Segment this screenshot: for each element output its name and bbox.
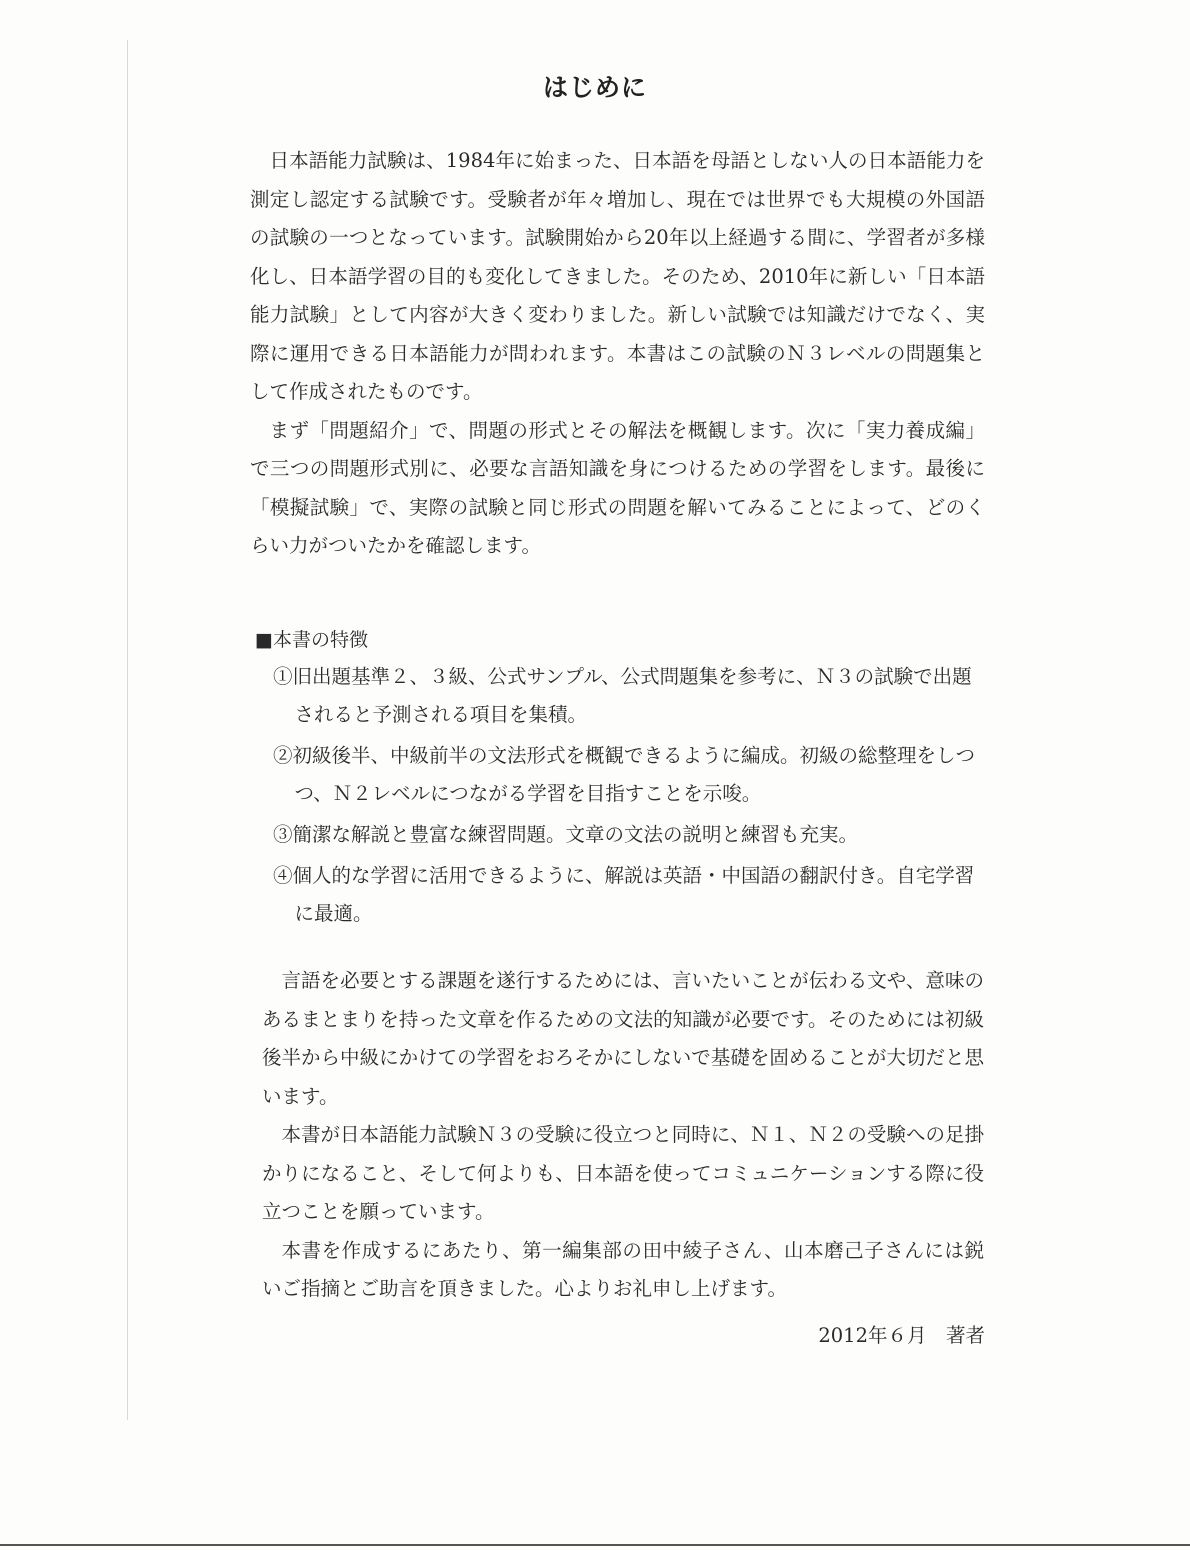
feature-item: ④個人的な学習に活用できるように、解説は英語・中国語の翻訳付き。自宅学習に最適。: [273, 864, 975, 925]
scan-margin-line: [127, 40, 128, 1420]
closing-paragraph: 本書を作成するにあたり、第一編集部の田中綾子さん、山本磨己子さんには鋭いご指摘とご助言を頂きました。心よりお礼申し上げます。: [262, 1238, 984, 1300]
intro-paragraph: 日本語能力試験は、1984年に始まった、日本語を母語としない人の日本語能力を測定し認定する試験です。受験者が年々増加し、現在では世界でも大規模の外国語の試験の一つとなっています。試験開始から20年以上経過する間に、学習者が多様化し、日本語学習の目的も変化してきました。そのため、2010年に新しい「日本語能力試験」として内容が大きく変わりました。新しい試験では知識だけでなく、実際に運用できる日本語能力が問われます。本書はこの試験のＮ３レベルの問題集として作成されたものです。: [250, 149, 985, 403]
scan-bottom-edge: [0, 1544, 1190, 1546]
closing-section: [262, 962, 984, 1309]
intro-section: [250, 142, 985, 566]
intro-paragraph: まず「問題紹介」で、問題の形式とその解法を概観します。次に「実力養成編」で三つの問題形式別に、必要な言語知識を身につけるための学習をします。最後に「模擬試験」で、実際の試験と同じ形式の問題を解いてみることによって、どのくらい力がついたかを確認します。: [250, 418, 985, 557]
features-heading: ■本書の特徴: [255, 629, 368, 651]
feature-item: ②初級後半、中級前半の文法形式を概観できるように編成。初級の総整理をしつつ、Ｎ２レベルにつながる学習を目指すことを示唆。: [273, 744, 976, 805]
date-author-signature: 2012年６月 著者: [818, 1324, 985, 1347]
page-title: はじめに: [542, 73, 647, 102]
features-list: [273, 658, 978, 936]
feature-item: ①旧出題基準２、３級、公式サンプル、公式問題集を参考に、Ｎ３の試験で出題されると予測される項目を集積。: [273, 665, 972, 726]
closing-paragraph: 本書が日本語能力試験Ｎ３の受験に役立つと同時に、Ｎ１、Ｎ２の受験への足掛かりになること、そして何よりも、日本語を使ってコミュニケーションする際に役立つことを願っています。: [262, 1123, 984, 1223]
closing-paragraph: 言語を必要とする課題を遂行するためには、言いたいことが伝わる文や、意味のあるまとまりを持った文章を作るための文法的知識が必要です。そのためには初級後半から中級にかけての学習をおろそかにしないで基礎を固めることが大切だと思います。: [262, 969, 984, 1108]
feature-item: ③簡潔な解説と豊富な練習問題。文章の文法の説明と練習も充実。: [273, 823, 859, 846]
